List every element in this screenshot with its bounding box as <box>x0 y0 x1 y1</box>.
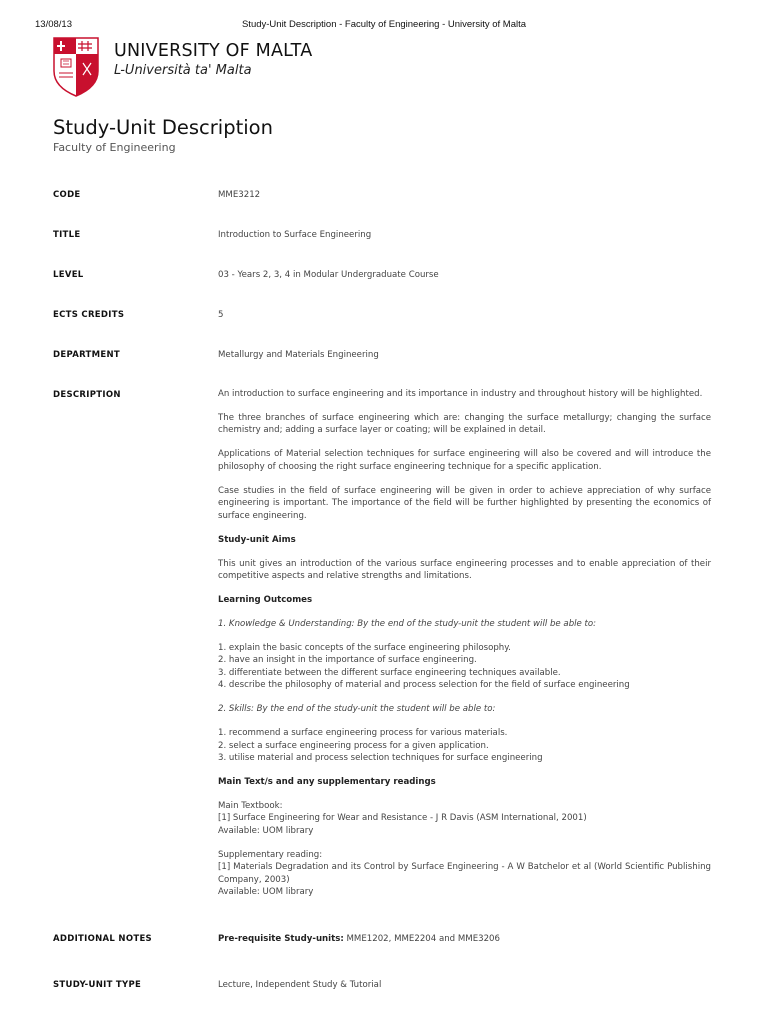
list-item: 2. have an insight in the importance of surface engineering. <box>218 655 477 666</box>
skills-intro: 2. Skills: By the end of the study-unit the student will be able to: <box>218 704 496 715</box>
university-crest-icon <box>53 37 99 97</box>
prerequisite-label: Pre-requisite Study-units: <box>218 934 344 944</box>
description-paragraph: An introduction to surface engineering and its importance in industry and throughout history will be highlighted. <box>218 389 703 399</box>
aims-heading: Study-unit Aims <box>218 534 296 545</box>
department-label: DEPARTMENT <box>53 350 121 360</box>
aims-text: This unit gives an introduction of the various surface engineering processes and to enable appreciation of their competitive aspects and relative strengths and limitations. <box>218 558 711 582</box>
knowledge-list <box>218 642 711 692</box>
page-subtitle: Faculty of Engineering <box>53 141 176 154</box>
list-item: Available: UOM library <box>218 825 314 836</box>
list-item: 4. describe the philosophy of material and process selection for the field of surface engineering <box>218 680 630 691</box>
unit-type-value: Lecture, Independent Study & Tutorial <box>218 980 382 990</box>
list-item: 3. utilise material and process selection techniques for surface engineering <box>218 753 543 764</box>
additional-notes-value <box>218 934 500 944</box>
ects-credits-value: 5 <box>218 310 224 320</box>
ects-credits-label: ECTS CREDITS <box>53 310 125 320</box>
knowledge-intro: 1. Knowledge & Understanding: By the end of the study-unit the student will be able to: <box>218 619 597 630</box>
learning-outcomes-heading: Learning Outcomes <box>218 595 313 606</box>
skills-list <box>218 727 711 764</box>
university-subtitle: L-Università ta' Malta <box>114 63 252 78</box>
list-item: Supplementary reading: <box>218 849 323 860</box>
page-title: Study-Unit Description <box>53 116 273 139</box>
texts-heading: Main Text/s and any supplementary readings <box>218 777 436 788</box>
list-item: [1] Surface Engineering for Wear and Resistance - J R Davis (ASM International, 2001) <box>218 813 587 824</box>
code-label: CODE <box>53 190 81 200</box>
unit-type-label: STUDY-UNIT TYPE <box>53 980 142 990</box>
description-label: DESCRIPTION <box>53 390 121 400</box>
list-item: 2. select a surface engineering process for a given application. <box>218 740 489 751</box>
department-value: Metallurgy and Materials Engineering <box>218 350 379 360</box>
code-value: MME3212 <box>218 190 261 200</box>
list-item: 1. explain the basic concepts of the surface engineering philosophy. <box>218 643 511 654</box>
level-value: 03 - Years 2, 3, 4 in Modular Undergraduate Course <box>218 270 439 280</box>
title-label: TITLE <box>53 230 81 240</box>
level-label: LEVEL <box>53 270 84 280</box>
description-paragraph: Applications of Material selection techniques for surface engineering will also be covered and will introduce the philosophy of choosing the right surface engineering technique for a specific application. <box>218 449 711 472</box>
list-item: Available: UOM library <box>218 887 314 898</box>
print-date: 13/08/13 <box>35 19 72 30</box>
print-page-title: Study-Unit Description - Faculty of Engineering - University of Malta <box>241 19 527 30</box>
title-value: Introduction to Surface Engineering <box>218 230 372 240</box>
university-name: UNIVERSITY OF MALTA <box>114 41 313 61</box>
description-paragraph: Case studies in the field of surface engineering will be given in order to achieve appreciation of why surface engineering is important. The importance of the field will be further highlighted by presenting the economics of surface engineering. <box>218 485 711 521</box>
list-item: 1. recommend a surface engineering process for various materials. <box>218 728 508 739</box>
prerequisite-units: MME1202, MME2204 and MME3206 <box>343 934 500 944</box>
additional-notes-label: ADDITIONAL NOTES <box>53 934 152 944</box>
description-body <box>218 388 711 910</box>
main-textbook <box>218 800 711 837</box>
list-item: Main Textbook: <box>218 801 283 812</box>
supplementary-reading <box>218 849 711 899</box>
description-paragraph: The three branches of surface engineering which are: changing the surface metallurgy; changing the surface chemistry and; adding a surface layer or coating; will be explained in detail. <box>218 413 711 436</box>
list-item: [1] Materials Degradation and its Control by Surface Engineering - A W Batchelor et al (World Scientific Publishing Company, 2003) <box>218 862 711 885</box>
list-item: 3. differentiate between the different surface engineering techniques available. <box>218 667 561 678</box>
